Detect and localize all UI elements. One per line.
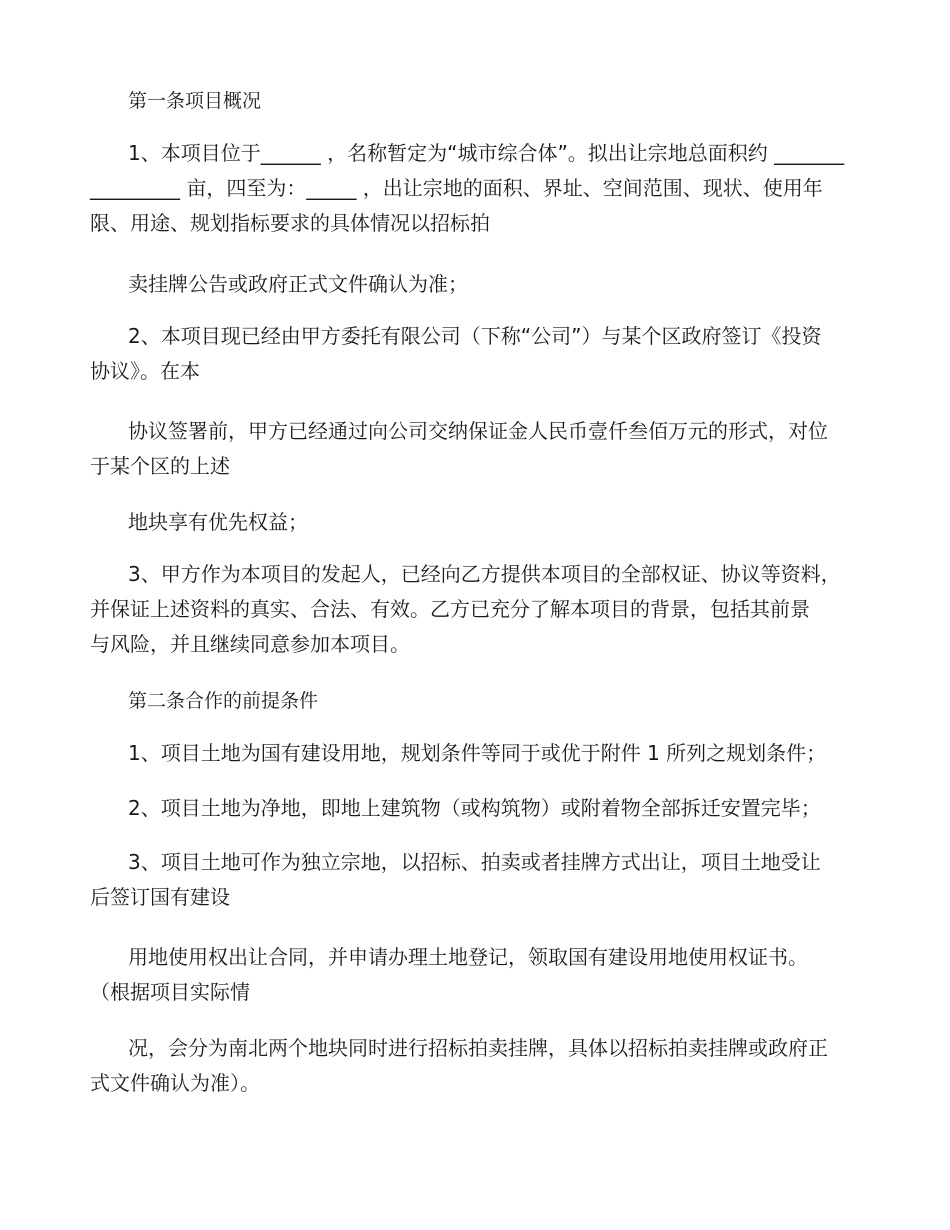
article-1-item-2-continuation-2: [90, 505, 860, 540]
article-1-heading-text: 第一条项目概况: [128, 90, 262, 112]
text-line: 限、用途、规划指标要求的具体情况以招标拍: [90, 211, 490, 235]
article-1-item-2-continuation: [90, 414, 860, 484]
text-line: 3、甲方作为本项目的发起人，已经向乙方提供本项目的全部权证、协议等资料，: [128, 562, 841, 586]
article-2-item-3-continuation: [90, 940, 860, 1010]
text-line: 1、本项目位于______ ，名称暂定为“城市综合体”。拟出让宗地总面积约 _______: [128, 141, 845, 165]
text-line: 地块享有优先权益；: [128, 510, 308, 534]
article-2-item-1-paragraph: [90, 736, 860, 771]
article-2-heading-text: 第二条合作的前提条件: [128, 690, 319, 712]
text-line: _________ 亩，四至为：_____ ，出让宗地的面积、界址、空间范围、现状、使用年: [90, 176, 823, 200]
article-1-item-1-continuation: [90, 267, 860, 302]
text-line: 并保证上述资料的真实、合法、有效。乙方已充分了解本项目的背景，包括其前景: [90, 597, 810, 621]
article-1-item-1-paragraph: [90, 136, 860, 241]
article-2-item-3-continuation-2: [90, 1031, 860, 1101]
text-line: 式文件确认为准）。: [90, 1071, 260, 1095]
text-line: 卖挂牌公告或政府正式文件确认为准；: [128, 272, 468, 296]
text-line: 协议签署前，甲方已经通过向公司交纳保证金人民币壹仟叁佰万元的形式，对位: [128, 419, 828, 443]
text-line: 用地使用权出让合同，并申请办理土地登记，领取国有建设用地使用权证书。: [128, 945, 808, 969]
article-2-item-2-paragraph: [90, 791, 860, 826]
article-2-item-3-paragraph: [90, 845, 860, 915]
text-line: 于某个区的上述: [90, 454, 230, 478]
text-line: 况，会分为南北两个地块同时进行招标拍卖挂牌，具体以招标拍卖挂牌或政府正: [128, 1036, 828, 1060]
article-1-item-2-paragraph: [90, 319, 860, 389]
article-1-item-3-paragraph: [90, 557, 860, 662]
text-line: 与风险，并且继续同意参加本项目。: [90, 632, 410, 656]
text-line: 2、本项目现已经由甲方委托有限公司（下称“公司”）与某个区政府签订《投资: [128, 324, 822, 348]
text-line: 后签订国有建设: [90, 885, 230, 909]
text-line: 3、项目土地可作为独立宗地，以招标、拍卖或者挂牌方式出让，项目土地受让: [128, 850, 821, 874]
text-line: 2、项目土地为净地，即地上建筑物（或构筑物）或附着物全部拆迁安置完毕；: [128, 796, 821, 820]
text-line: （根据项目实际情: [90, 980, 250, 1004]
article-2-heading: [90, 684, 860, 719]
article-1-heading: [90, 84, 860, 119]
text-line: 1、项目土地为国有建设用地，规划条件等同于或优于附件 1 所列之规划条件；: [128, 741, 827, 765]
text-line: 协议》。在本: [90, 359, 200, 383]
